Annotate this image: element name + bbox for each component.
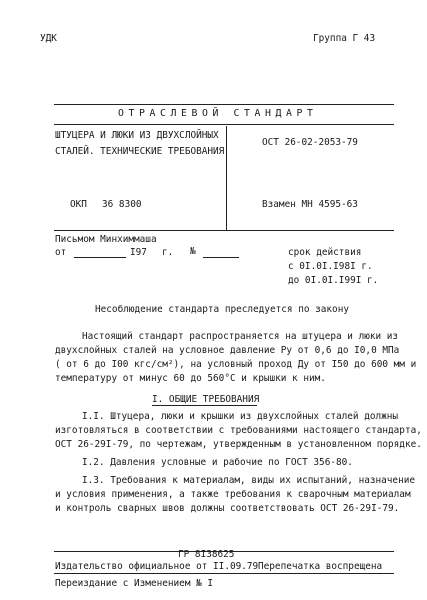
intro-line-4: температуру от минус 60 до 560°С и крышки к ним. — [55, 373, 326, 384]
title-block-bottom-rule — [54, 230, 394, 231]
title-divider — [226, 126, 227, 230]
clause-1-3-line-3: и контроль сварных швов должны соответствовать ОСТ 26-29I-79. — [55, 503, 400, 514]
standard-type: ОТРАСЛЕВОЙ СТАНДАРТ — [118, 108, 318, 119]
legal-notice: Несоблюдение стандарта преследуется по закону — [95, 304, 349, 315]
section-title-underline — [152, 405, 257, 406]
udk-label: УДК — [40, 33, 57, 44]
validity-title: срок действия — [288, 247, 362, 258]
designation: ОСТ 26-02-2053-79 — [262, 137, 358, 148]
clause-1-1-line-2: изготовляться в соответствии с требованиями настоящего стандарта, — [55, 425, 422, 436]
letter-number-sign: № — [190, 246, 196, 257]
title-line-1: ШТУЦЕРА И ЛЮКИ ИЗ ДВУХСЛОЙНЫХ — [55, 130, 219, 141]
intro-line-1: Настоящий стандарт распространяется на штуцера и люки из — [82, 331, 399, 342]
letter-year-suffix: г. — [162, 247, 174, 258]
official-edition: Издательство официальное от II.09.79 — [55, 561, 259, 572]
intro-line-2: двухслойных сталей на условное давление Ру от 0,6 до I0,0 МПа — [55, 345, 400, 356]
okp-label: ОКП — [70, 199, 87, 210]
reissue-note: Переиздание с Изменением № I — [55, 578, 214, 589]
section-title: I. ОБЩИЕ ТРЕБОВАНИЯ — [152, 394, 260, 405]
title-line-2: СТАЛЕЙ. ТЕХНИЧЕСКИЕ ТРЕБОВАНИЯ — [55, 146, 225, 157]
clause-1-1-line-3: ОСТ 26-29I-79, по чертежам, утвержденным в установленном порядке. — [55, 439, 422, 450]
group-label: Группа Г 43 — [313, 33, 376, 44]
letter-from: от — [55, 247, 67, 258]
clause-1-3-line-2: и условия применения, а также требования к сварочным материалам — [55, 489, 411, 500]
intro-line-3: ( от 6 до I00 кгс/см²), на условный проход Ду от I50 до 600 мм и — [55, 359, 417, 370]
okp-code: 36 8300 — [102, 199, 142, 210]
banner-rule — [54, 124, 394, 125]
validity-from: с 0I.0I.I98I г. — [288, 261, 373, 272]
clause-1-2-line-1: I.2. Давления условные и рабочие по ГОСТ 356-80. — [82, 457, 353, 468]
registration-number: ГР 8I38625 — [178, 549, 235, 560]
replaces: Взамен МН 4595-63 — [262, 199, 358, 210]
clause-1-3-line-1: I.3. Требования к материалам, виды их испытаний, назначение — [82, 475, 416, 486]
clause-1-1-line-1: I.I. Штуцера, люки и крышки из двухслойных сталей должны — [82, 411, 399, 422]
validity-to: до 0I.0I.I99I г. — [288, 275, 379, 286]
footer-bottom-rule — [54, 573, 394, 574]
date-blank — [74, 257, 126, 258]
letter-year: I97 — [130, 247, 147, 258]
letter-line: Письмом Минхиммаша — [55, 234, 157, 245]
top-rule — [54, 104, 394, 105]
number-blank — [203, 257, 239, 258]
reprint-prohibited: Перепечатка воспрещена — [258, 561, 383, 572]
